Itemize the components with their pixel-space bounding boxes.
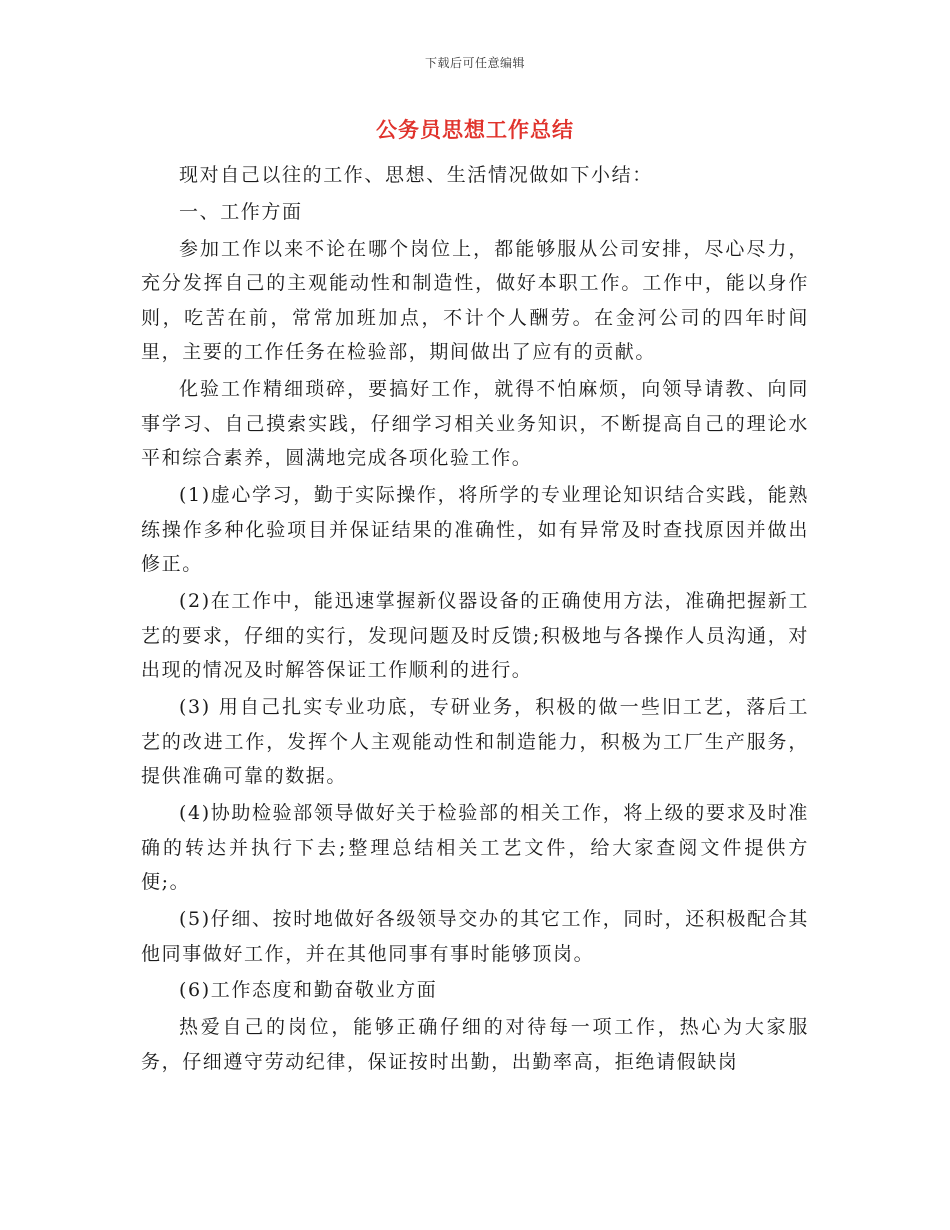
paragraph-item-4: (4)协助检验部领导做好关于检验部的相关工作，将上级的要求及时准确的转达并执行下去;整理总结相关工艺文件，给大家查阅文件提供方便;。 — [141, 802, 809, 894]
paragraph-item-1: (1)虚心学习，勤于实际操作，将所学的专业理论知识结合实践，能熟练操作多种化验项目并保证结果的准确性，如有异常及时查找原因并做出修正。 — [141, 484, 809, 576]
paragraph-item-5: (5)仔细、按时地做好各级领导交办的其它工作，同时，还积极配合其他同事做好工作，并在其他同事有事时能够顶岗。 — [141, 907, 809, 965]
document-body — [141, 158, 809, 1079]
paragraph-attitude: 热爱自己的岗位，能够正确仔细的对待每一项工作，热心为大家服务，仔细遵守劳动纪律，保证按时出勤，出勤率高，拒绝请假缺岗 — [141, 1016, 809, 1073]
paragraph-item-2: (2)在工作中，能迅速掌握新仪器设备的正确使用方法，准确把握新工艺的要求，仔细的实行，发现问题及时反馈;积极地与各操作人员沟通，对出现的情况及时解答保证工作顺利的进行。 — [141, 590, 809, 682]
paragraph-work-overview: 参加工作以来不论在哪个岗位上，都能够服从公司安排，尽心尽力，充分发挥自己的主观能动性和制造性，做好本职工作。工作中，能以身作则，吃苦在前，常常加班加点，不计个人酬劳。在金河公司的四年时间里，主要的工作任务在检验部，期间做出了应有的贡献。 — [141, 237, 809, 364]
paragraph-intro: 现对自己以往的工作、思想、生活情况做如下小结： — [179, 164, 653, 186]
paragraph-item-6: (6)工作态度和勤奋敬业方面 — [179, 979, 438, 1002]
paragraph-item-3: (3) 用自己扎实专业功底，专研业务，积极的做一些旧工艺，落后工艺的改进工作，发挥个人主观能动性和制造能力，积极为工厂生产服务，提供准确可靠的数据。 — [141, 696, 809, 788]
paragraph-lab-work: 化验工作精细琐碎，要搞好工作，就得不怕麻烦，向领导请教、向同事学习、自己摸索实践，仔细学习相关业务知识，不断提高自己的理论水平和综合素养，圆满地完成各项化验工作。 — [141, 378, 809, 470]
header-note: 下载后可任意编辑 — [424, 56, 525, 70]
document-title: 公务员思想工作总结 — [376, 117, 574, 142]
section-heading-work: 一、工作方面 — [179, 200, 303, 223]
